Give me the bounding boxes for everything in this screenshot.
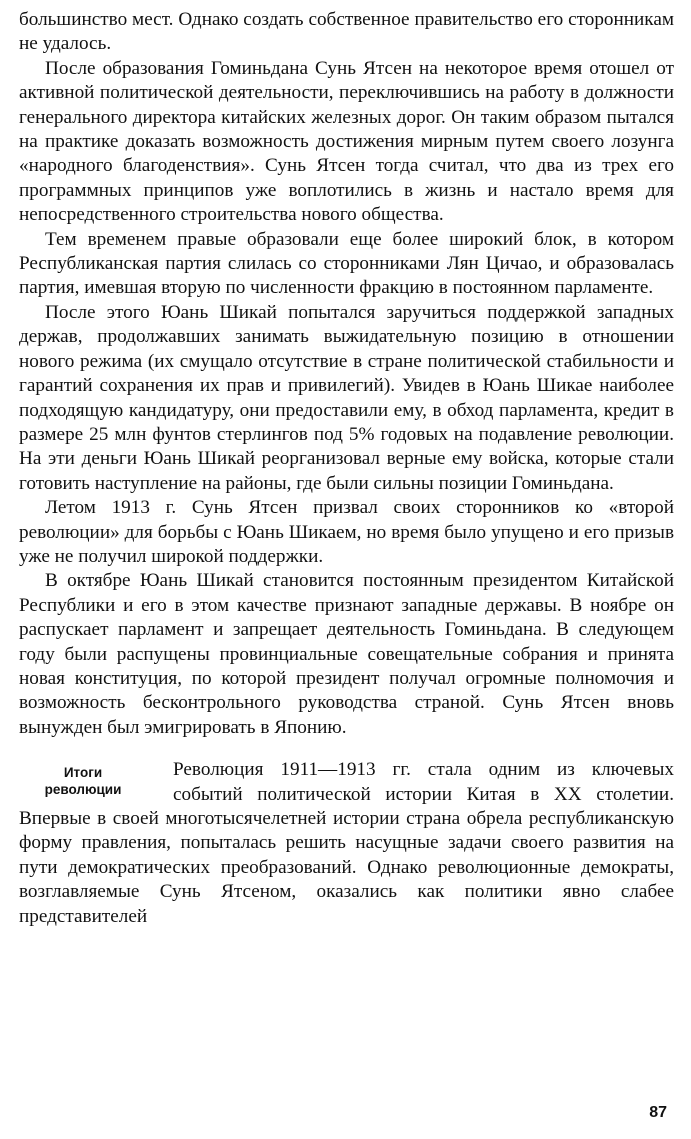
page-body — [19, 8, 674, 929]
paragraph-second-revolution: Летом 1913 г. Сунь Ятсен призвал своих сторонников ко «второй революции» для борьбы с Юань Шикаем, но время было упущено и его призыв уже не получил широкой поддержки. — [19, 497, 674, 567]
section-gap — [19, 740, 674, 758]
paragraph-kuomintang-formation: После образования Гоминьдана Сунь Ятсен на некоторое время отошел от активной политической деятельности, переключившись на работу в должности генерального директора китайских железных дорог. Он таким образом пытался на практике доказать возможность достижения мирным путем своего лозунга «народного благоденствия». Сунь Ятсен тогда считал, что два из трех его программных принципов уже воплотились в жизнь и настало время для непосредственного строительства нового общества. — [19, 57, 674, 226]
page-number: 87 — [649, 1104, 667, 1121]
paragraph-western-support: После этого Юань Шикай попытался заручиться поддержкой западных держав, продолжавших занимать выжидательную позицию в отношении нового режима (их смущало отсутствие в стране политической стабильности и гарантий сохранения их прав и привилегий). Увидев в Юань Шикае наиболее подходящую кандидатуру, они предоставили ему, в обход парламента, кредит в размере 25 млн фунтов стерлингов под 5% годовых на подавление революции. На эти деньги Юань Шикай реорганизовал верные ему войска, которые стали готовить наступление на районы, где были сильны позиции Гоминьдана. — [19, 301, 674, 494]
sidenote-line-2: революции — [44, 782, 122, 798]
section-sidenote — [19, 764, 147, 798]
paragraph-revolution-results: Революция 1911—1913 гг. стала одним из ключевых событий политической истории Китая в XX столетии. Впервые в своей многотысячелетней истории страна обрела республиканскую форму правления, попыталась решить насущные задачи своего развития на пути демократических преобразований. Однако революционные демократы, возглавляемые Сунь Ятсеном, оказались как политики явно слабее представителей — [19, 759, 674, 927]
paragraph-yuan-presidency: В октябре Юань Шикай становится постоянным президентом Китайской Республики и его в этом качестве признают западные державы. В ноябре он распускает парламент и запрещает деятельность Гоминьдана. В следующем году были распущены провинциальные совещательные собрания и принята новая конституция, по которой президент получал огромные полномочия и возможность бесконтрольного руководства страной. Сунь Ятсен вновь вынужден был эмигрировать в Японию. — [19, 570, 674, 738]
paragraph-continuation: большинство мест. Однако создать собственное правительство его сторонникам не удалось. — [19, 9, 674, 55]
sidenote-line-1: Итоги — [63, 765, 103, 781]
paragraph-right-bloc: Тем временем правые образовали еще более широкий блок, в котором Республиканская партия слилась со сторонниками Лян Цичао, и образовалась партия, имевшая вторую по численности фракцию в постоянном парламенте. — [19, 228, 674, 299]
section-revolution-results — [19, 758, 674, 929]
